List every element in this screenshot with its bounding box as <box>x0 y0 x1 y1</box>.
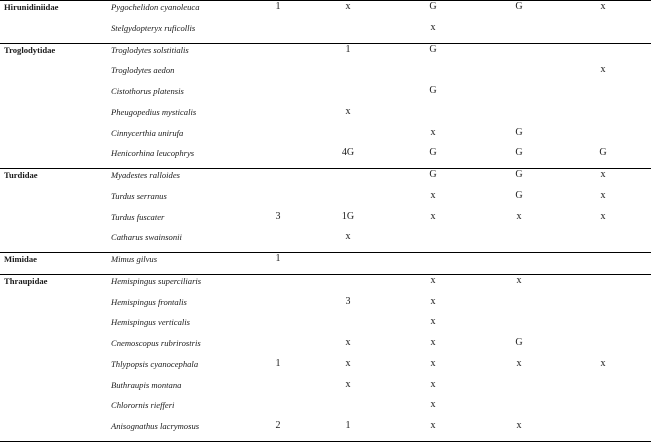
record-cell: x <box>600 210 606 222</box>
species-name: Hemispingus superciliaris <box>110 274 243 295</box>
species-name: Pheugopedius mysticalis <box>111 106 197 117</box>
record-cell <box>313 274 383 295</box>
family-name: Troglodytidae <box>0 43 110 64</box>
record-cell: G <box>383 169 483 190</box>
record-cell: x <box>430 21 436 33</box>
family-name <box>0 64 110 85</box>
table-row <box>0 190 651 211</box>
record-cell <box>243 22 313 43</box>
table-row <box>0 1 651 22</box>
species-name: Pygochelidon cyanoleuca <box>110 1 243 22</box>
family-name <box>0 85 110 106</box>
record-cell: x <box>516 210 522 222</box>
record-cell <box>243 147 313 168</box>
record-cell <box>483 296 555 317</box>
family-name <box>0 358 110 379</box>
table-row <box>0 211 651 232</box>
family-name <box>0 190 110 211</box>
species-name: Cistothorus platensis <box>111 86 184 96</box>
species-name: Catharus swainsonii <box>111 232 182 243</box>
record-cell <box>555 127 651 148</box>
record-cell <box>313 316 383 337</box>
record-cell: G <box>599 147 607 159</box>
record-cell <box>555 274 651 295</box>
species-name: Henicorhina leucophrys <box>111 148 195 159</box>
record-cell: x <box>430 399 436 411</box>
record-cell <box>483 85 555 106</box>
table-row <box>0 379 651 400</box>
record-cell: x <box>430 337 436 348</box>
species-name: Mimus gilvus <box>110 253 243 275</box>
record-cell <box>313 253 383 275</box>
record-cell <box>383 106 483 127</box>
table-row <box>0 337 651 358</box>
table-row <box>0 358 651 379</box>
record-cell <box>483 231 555 252</box>
record-cell: x <box>430 316 436 328</box>
species-name: Thlypopsis cyanocephala <box>111 358 199 369</box>
table-row <box>0 147 651 168</box>
family-name <box>0 147 110 168</box>
record-cell <box>243 106 313 127</box>
record-cell: x <box>600 357 606 369</box>
record-cell: 1G <box>341 210 355 222</box>
record-cell <box>313 64 383 85</box>
species-name: Troglodytes solstitialis <box>110 43 243 64</box>
record-cell <box>243 274 313 295</box>
record-cell: G <box>383 43 483 64</box>
record-cell <box>313 399 383 420</box>
table-row <box>0 85 651 106</box>
record-cell: x <box>383 274 483 295</box>
record-cell: G <box>515 147 523 159</box>
family-name <box>0 379 110 400</box>
record-cell <box>243 85 313 106</box>
table-row <box>0 420 651 441</box>
record-cell: x <box>430 210 436 222</box>
species-name: Troglodytes aedon <box>111 65 175 76</box>
table-row <box>0 316 651 337</box>
record-cell: x <box>516 357 522 369</box>
record-cell: x <box>313 1 383 22</box>
family-name: Hirunidiniidae <box>0 1 110 22</box>
record-cell <box>383 231 483 252</box>
record-cell: x <box>600 189 606 201</box>
family-name: Thraupidae <box>0 274 110 295</box>
record-cell <box>555 337 651 358</box>
record-cell: 2 <box>243 420 313 441</box>
record-cell: x <box>600 64 606 76</box>
species-name: Myadestes ralloides <box>110 169 243 190</box>
table-row <box>0 22 651 43</box>
family-name <box>0 231 110 252</box>
record-cell: x <box>430 126 436 138</box>
table-row <box>0 64 651 85</box>
record-cell: x <box>345 357 351 369</box>
species-name: Hemispingus frontalis <box>111 296 187 307</box>
species-name: Stelgydopteryx ruficollis <box>111 22 196 33</box>
record-cell: x <box>555 1 651 22</box>
record-cell: x <box>383 420 483 441</box>
family-name <box>0 296 110 317</box>
record-cell <box>313 85 383 106</box>
record-cell: G <box>429 147 437 159</box>
table-row <box>0 43 651 64</box>
record-cell <box>483 253 555 275</box>
species-table-body <box>0 1 651 442</box>
record-cell: G <box>515 126 523 138</box>
species-name: Cinnycerthia unirufa <box>111 127 184 138</box>
species-name: Hemispingus verticalis <box>111 317 191 328</box>
record-cell: 4G <box>341 147 355 159</box>
species-name: Anisognathus lacrymosus <box>110 420 243 441</box>
record-cell: G <box>483 1 555 22</box>
family-name <box>0 211 110 232</box>
record-cell <box>555 43 651 64</box>
record-cell <box>483 43 555 64</box>
species-name: Turdus serranus <box>111 190 167 201</box>
record-cell <box>243 296 313 317</box>
record-cell: G <box>383 1 483 22</box>
record-cell: 1 <box>243 253 313 275</box>
record-cell <box>555 253 651 275</box>
record-cell <box>555 420 651 441</box>
record-cell <box>243 190 313 211</box>
family-name <box>0 399 110 420</box>
record-cell: 1 <box>313 420 383 441</box>
family-name <box>0 106 110 127</box>
table-row <box>0 231 651 252</box>
record-cell <box>243 316 313 337</box>
record-cell: 1 <box>243 1 313 22</box>
record-cell: x <box>345 231 351 243</box>
record-cell <box>243 43 313 64</box>
record-cell <box>555 106 651 127</box>
record-cell <box>555 85 651 106</box>
family-name: Turdidae <box>0 169 110 190</box>
table-row <box>0 127 651 148</box>
record-cell <box>483 379 555 400</box>
record-cell: x <box>430 295 436 307</box>
record-cell <box>313 22 383 43</box>
species-name: Buthraupis montana <box>111 379 182 390</box>
record-cell <box>483 64 555 85</box>
record-cell <box>555 231 651 252</box>
record-cell: 3 <box>275 210 281 222</box>
record-cell: G <box>515 337 523 348</box>
record-cell: G <box>483 169 555 190</box>
table-row <box>0 274 651 295</box>
record-cell <box>555 379 651 400</box>
record-cell <box>555 22 651 43</box>
species-name: Chlorornis riefferi <box>111 400 175 411</box>
record-cell: x <box>483 274 555 295</box>
record-cell <box>243 169 313 190</box>
table-row <box>0 169 651 190</box>
record-cell <box>313 127 383 148</box>
record-cell: G <box>515 189 523 201</box>
record-cell: 3 <box>345 295 351 307</box>
record-cell: x <box>430 189 436 201</box>
record-cell: x <box>345 337 351 348</box>
family-name <box>0 420 110 441</box>
table-row <box>0 253 651 275</box>
record-cell <box>483 106 555 127</box>
record-cell <box>383 64 483 85</box>
record-cell <box>555 296 651 317</box>
record-cell <box>383 253 483 275</box>
species-name: Cnemoscopus rubrirostris <box>111 338 201 348</box>
record-cell <box>243 379 313 400</box>
table-row <box>0 399 651 420</box>
record-cell: x <box>555 169 651 190</box>
family-name <box>0 316 110 337</box>
record-cell: x <box>345 378 351 390</box>
record-cell <box>243 337 313 358</box>
record-cell: G <box>429 85 437 96</box>
record-cell <box>483 316 555 337</box>
table-row <box>0 296 651 317</box>
record-cell: 1 <box>275 357 281 369</box>
record-cell <box>555 399 651 420</box>
record-cell <box>555 316 651 337</box>
record-cell <box>243 127 313 148</box>
record-cell <box>483 399 555 420</box>
record-cell <box>313 190 383 211</box>
record-cell: x <box>345 105 351 117</box>
record-cell <box>243 64 313 85</box>
family-name: Mimidae <box>0 253 110 275</box>
record-cell: x <box>483 420 555 441</box>
species-name: Turdus fuscater <box>111 211 165 222</box>
record-cell: 1 <box>313 43 383 64</box>
record-cell <box>243 399 313 420</box>
record-cell <box>313 169 383 190</box>
record-cell <box>243 231 313 252</box>
record-cell: x <box>430 357 436 369</box>
record-cell <box>483 22 555 43</box>
record-cell: x <box>430 378 436 390</box>
family-name <box>0 127 110 148</box>
family-name <box>0 22 110 43</box>
table-row <box>0 106 651 127</box>
family-name <box>0 337 110 358</box>
